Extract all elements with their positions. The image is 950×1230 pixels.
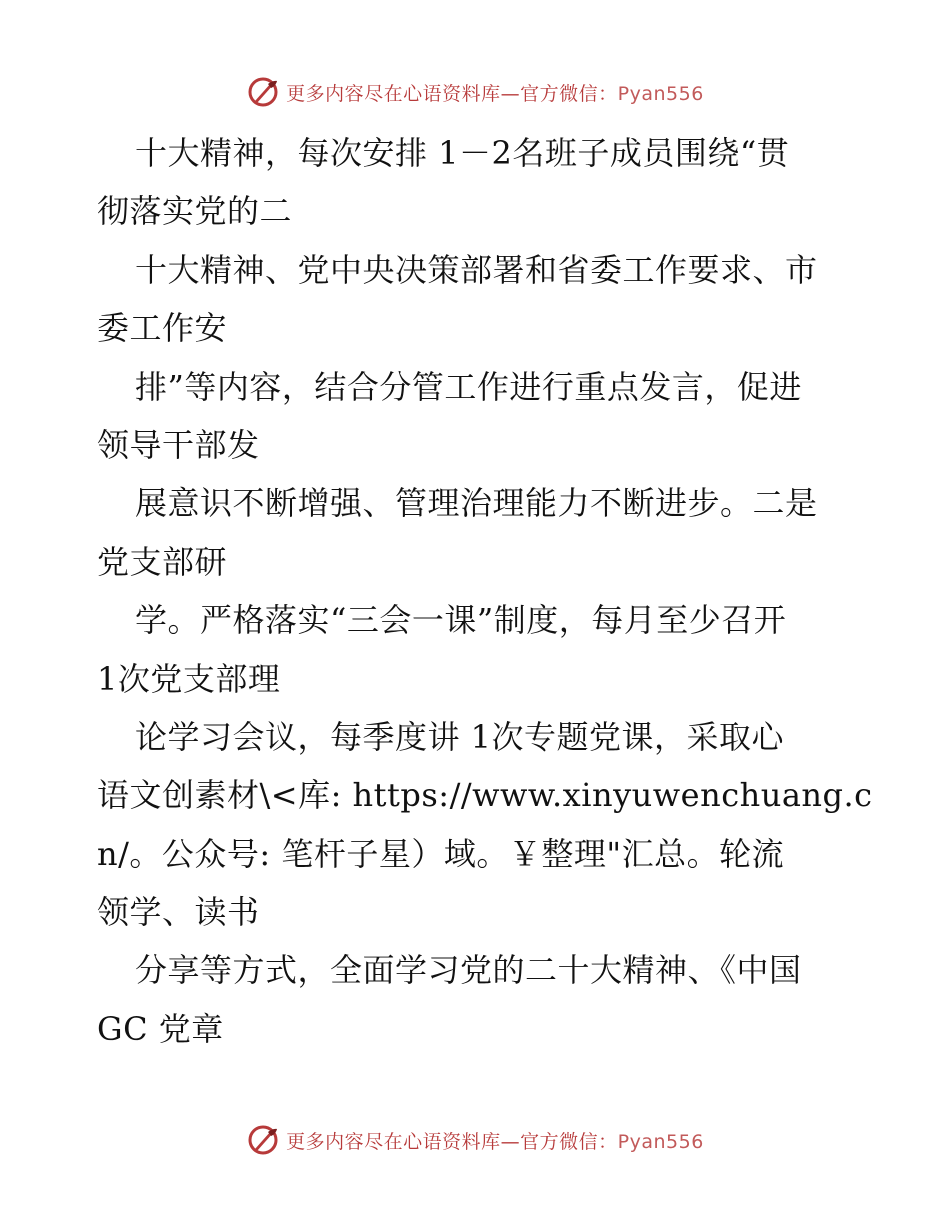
header-brand <box>246 75 704 109</box>
body-line: 领导干部发 <box>97 425 260 464</box>
header-brand-text: 更多内容尽在心语资料库—官方微信：Pyan556 <box>286 82 704 105</box>
body-line: GC 党章 <box>97 1009 224 1048</box>
quill-pen-seal-icon <box>246 1123 280 1157</box>
footer-brand <box>246 1123 704 1157</box>
body-line: 十大精神、党中央决策部署和省委工作要求、市 <box>135 250 818 289</box>
document-body <box>97 124 873 1058</box>
body-line: 领学、读书 <box>97 893 260 932</box>
body-line: 委工作安 <box>97 309 228 348</box>
body-line: 语文创素材\<库: https://www.xinyuwenchuang.c <box>97 776 873 815</box>
body-line: n/。公众号: 笔杆子星）域。￥整理"汇总。轮流 <box>97 834 785 873</box>
body-line: 分享等方式，全面学习党的二十大精神、《中国 <box>135 951 802 990</box>
body-line: 彻落实党的二 <box>97 192 293 231</box>
body-line: 党支部研 <box>97 542 228 581</box>
body-line: 论学习会议，每季度讲 1次专题党课，采取心 <box>135 717 785 756</box>
footer-brand-bar <box>0 1120 950 1160</box>
body-line: 展意识不断增强、管理治理能力不断进步。二是 <box>135 484 818 523</box>
body-line: 十大精神，每次安排 1－2名班子成员围绕“贯 <box>135 134 790 172</box>
footer-brand-text: 更多内容尽在心语资料库—官方微信：Pyan556 <box>286 1130 704 1153</box>
quill-pen-seal-icon <box>246 75 280 109</box>
header-brand-bar <box>0 72 950 112</box>
body-line: 1次党支部理 <box>97 659 281 698</box>
body-line: 学。严格落实“三会一课”制度，每月至少召开 <box>135 601 787 640</box>
body-line: 排”等内容，结合分管工作进行重点发言，促进 <box>135 367 802 406</box>
